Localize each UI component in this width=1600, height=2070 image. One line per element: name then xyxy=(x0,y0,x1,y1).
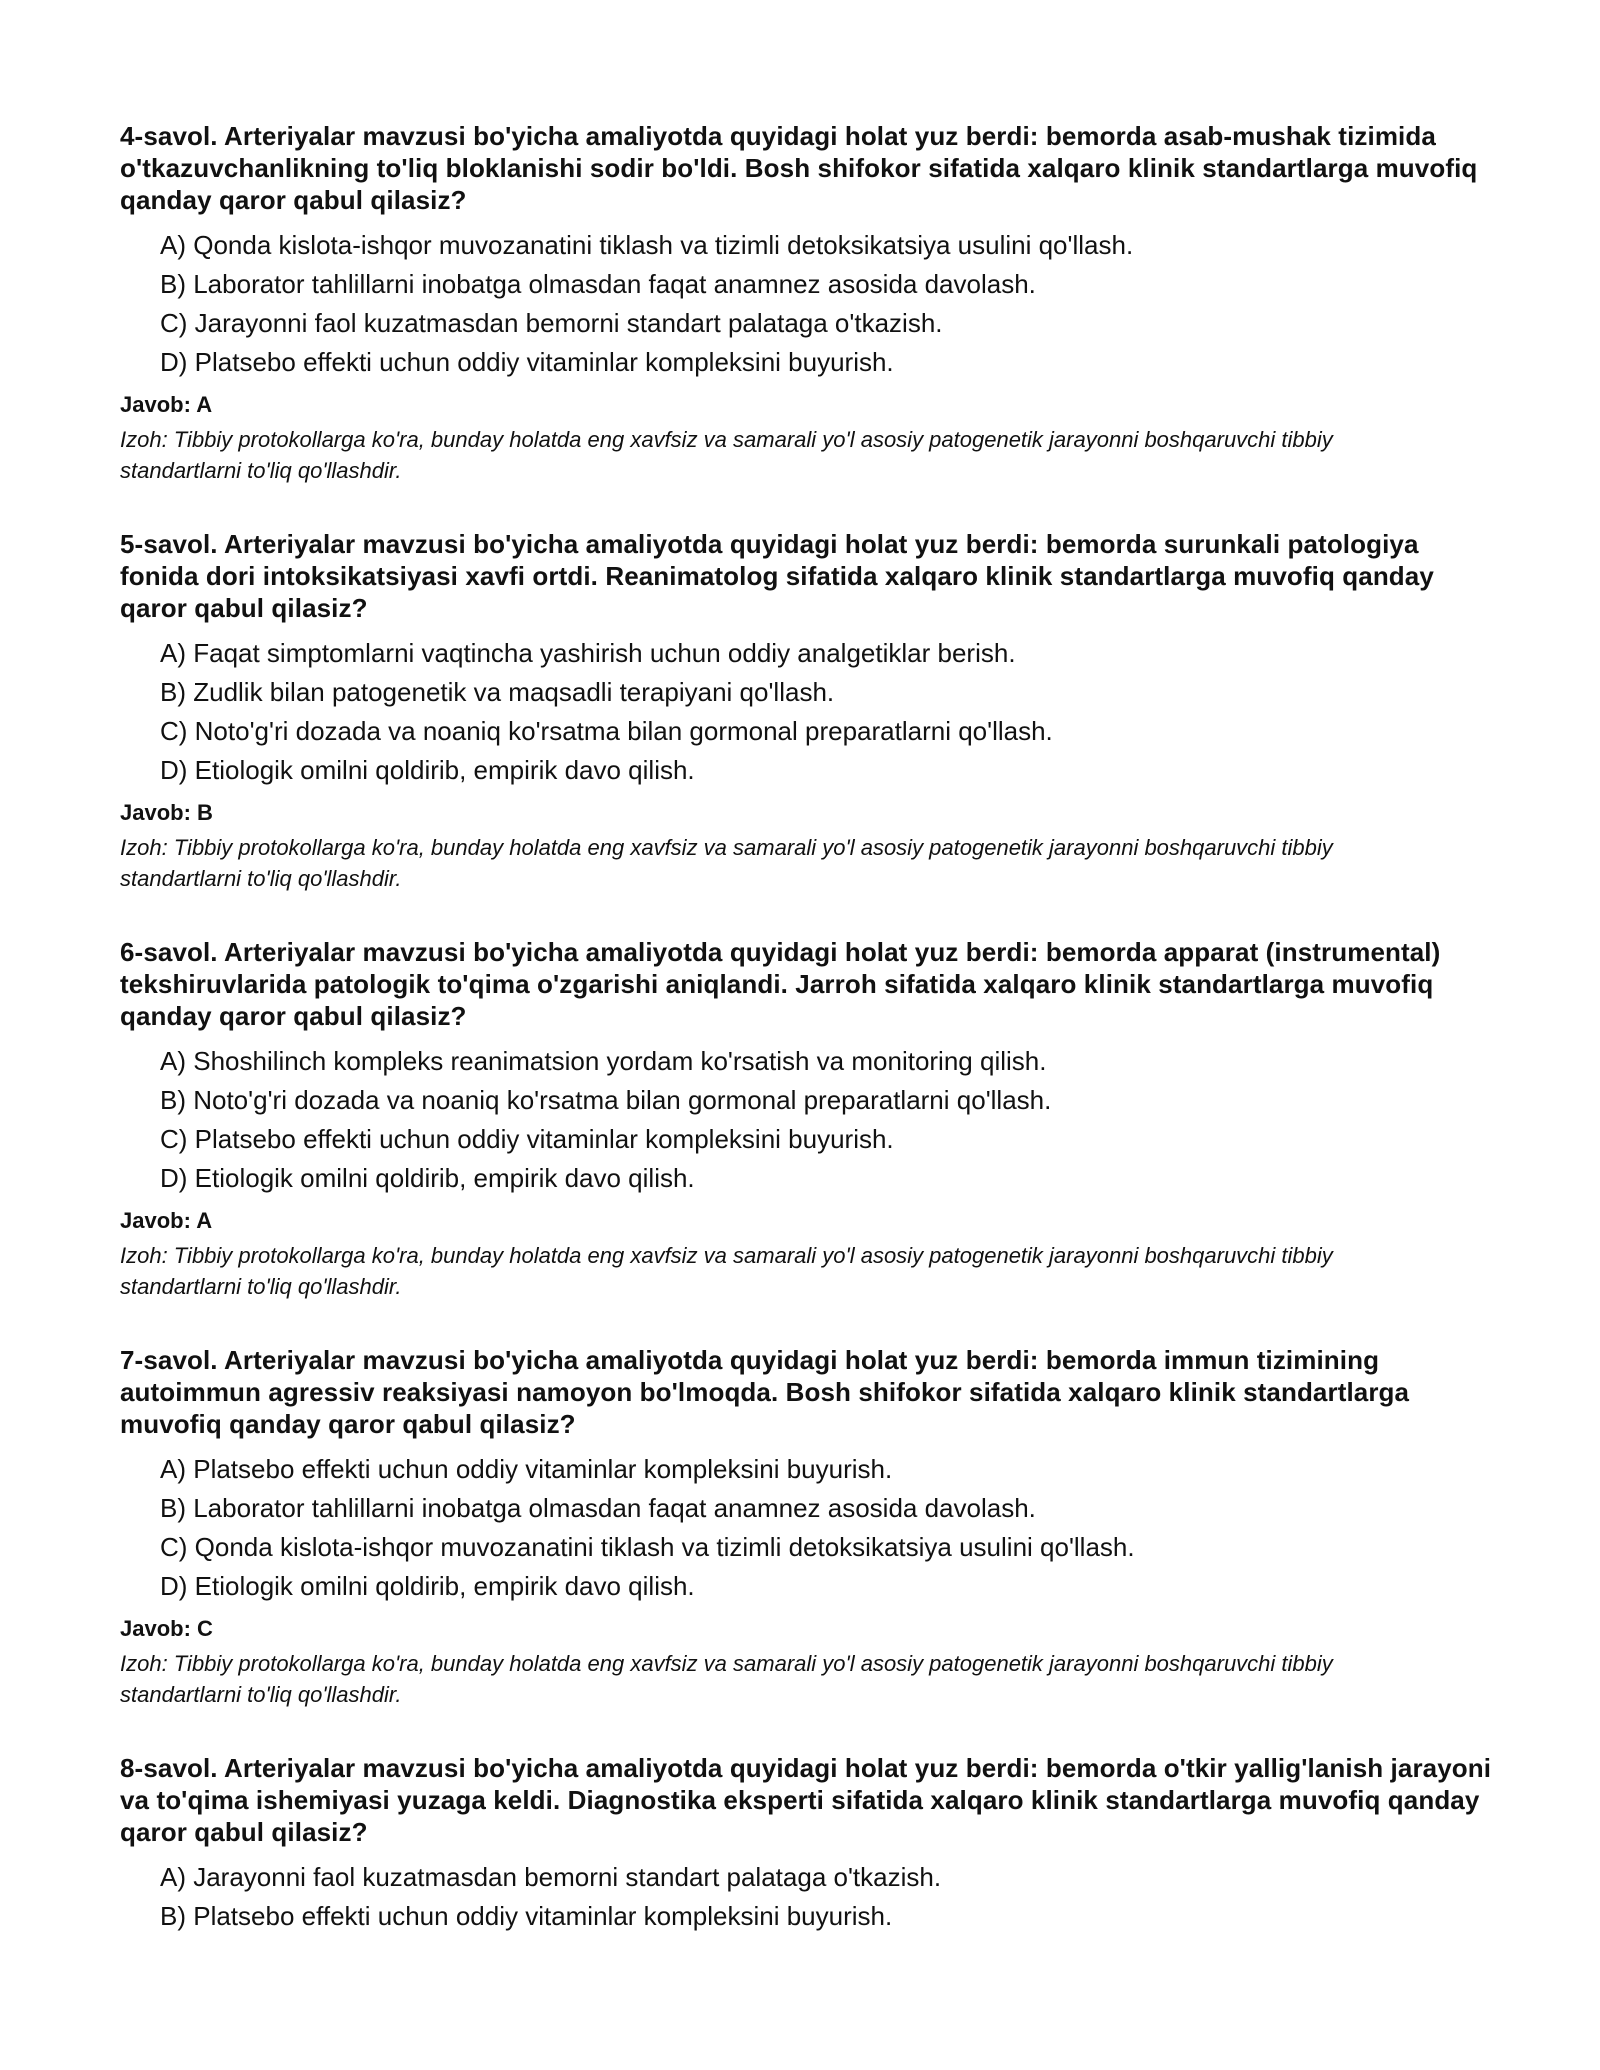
option-d: D) Etiologik omilni qoldirib, empirik davo qilish. xyxy=(160,755,695,785)
option-c: C) Qonda kislota-ishqor muvozanatini tiklash va tizimli detoksikatsiya usulini qo'llash. xyxy=(160,1532,1135,1562)
question-7 xyxy=(120,1344,1500,1710)
option-c: C) Noto'g'ri dozada va noaniq ko'rsatma bilan gormonal preparatlarni qo'llash. xyxy=(160,716,1053,746)
option-a: A) Faqat simptomlarni vaqtincha yashirish uchun oddiy analgetiklar berish. xyxy=(160,638,1016,668)
answer-label: Javob: B xyxy=(120,800,213,825)
option-b: B) Laborator tahlillarni inobatga olmasdan faqat anamnez asosida davolash. xyxy=(160,269,1036,299)
option-c: C) Jarayonni faol kuzatmasdan bemorni standart palataga o'tkazish. xyxy=(160,308,943,338)
explanation-note: Izoh: Tibbiy protokollarga ko'ra, bunday holatda eng xavfsiz va samarali yo'l asosiy patogenetik jarayonni boshqaruvchi tibbiy standartlarni to'liq qo'llashdir. xyxy=(120,1651,1333,1707)
option-b: B) Platsebo effekti uchun oddiy vitaminlar kompleksini buyurish. xyxy=(160,1901,893,1931)
option-b: B) Laborator tahlillarni inobatga olmasdan faqat anamnez asosida davolash. xyxy=(160,1493,1036,1523)
answer-label: Javob: A xyxy=(120,1208,213,1233)
question-text: 6-savol. Arteriyalar mavzusi bo'yicha amaliyotda quyidagi holat yuz berdi: bemorda apparat (instrumental) tekshiruvlarida patologik to'qima o'zgarishi aniqlandi. Jarroh sifatida xalqaro klinik standartlarga muvofiq qanday qaror qabul qilasiz? xyxy=(120,937,1441,1031)
option-a: A) Jarayonni faol kuzatmasdan bemorni standart palataga o'tkazish. xyxy=(160,1862,942,1892)
option-d: D) Etiologik omilni qoldirib, empirik davo qilish. xyxy=(160,1163,695,1193)
option-c: C) Platsebo effekti uchun oddiy vitaminlar kompleksini buyurish. xyxy=(160,1124,894,1154)
options-list xyxy=(120,1858,1500,1936)
option-a: A) Qonda kislota-ishqor muvozanatini tiklash va tizimli detoksikatsiya usulini qo'llash. xyxy=(160,230,1134,260)
option-b: B) Zudlik bilan patogenetik va maqsadli terapiyani qo'llash. xyxy=(160,677,835,707)
options-list xyxy=(120,1042,1500,1198)
explanation-note: Izoh: Tibbiy protokollarga ko'ra, bunday holatda eng xavfsiz va samarali yo'l asosiy patogenetik jarayonni boshqaruvchi tibbiy standartlarni to'liq qo'llashdir. xyxy=(120,1243,1333,1299)
question-text: 8-savol. Arteriyalar mavzusi bo'yicha amaliyotda quyidagi holat yuz berdi: bemorda o'tkir yallig'lanish jarayoni va to'qima ishemiyasi yuzaga keldi. Diagnostika eksperti sifatida xalqaro klinik standartlarga muvofiq qanday qaror qabul qilasiz? xyxy=(120,1753,1492,1847)
options-list xyxy=(120,1450,1500,1606)
document-page xyxy=(120,120,1500,1978)
option-b: B) Noto'g'ri dozada va noaniq ko'rsatma bilan gormonal preparatlarni qo'llash. xyxy=(160,1085,1052,1115)
question-text: 5-savol. Arteriyalar mavzusi bo'yicha amaliyotda quyidagi holat yuz berdi: bemorda surunkali patologiya fonida dori intoksikatsiyasi xavfi ortdi. Reanimatolog sifatida xalqaro klinik standartlarga muvofiq qanday qaror qabul qilasiz? xyxy=(120,529,1434,623)
answer-label: Javob: A xyxy=(120,392,213,417)
question-8 xyxy=(120,1752,1500,1936)
question-text: 4-savol. Arteriyalar mavzusi bo'yicha amaliyotda quyidagi holat yuz berdi: bemorda asab-mushak tizimida o'tkazuvchanlikning to'liq bloklanishi sodir bo'ldi. Bosh shifokor sifatida xalqaro klinik standartlarga muvofiq qanday qaror qabul qilasiz? xyxy=(120,121,1478,215)
question-text: 7-savol. Arteriyalar mavzusi bo'yicha amaliyotda quyidagi holat yuz berdi: bemorda immun tizimining autoimmun agressiv reaksiyasi namoyon bo'lmoqda. Bosh shifokor sifatida xalqaro klinik standartlarga muvofiq qanday qaror qabul qilasiz? xyxy=(120,1345,1410,1439)
question-6 xyxy=(120,936,1500,1302)
question-5 xyxy=(120,528,1500,894)
explanation-note: Izoh: Tibbiy protokollarga ko'ra, bunday holatda eng xavfsiz va samarali yo'l asosiy patogenetik jarayonni boshqaruvchi tibbiy standartlarni to'liq qo'llashdir. xyxy=(120,427,1333,483)
option-d: D) Platsebo effekti uchun oddiy vitaminlar kompleksini buyurish. xyxy=(160,347,894,377)
option-a: A) Platsebo effekti uchun oddiy vitaminlar kompleksini buyurish. xyxy=(160,1454,893,1484)
question-4 xyxy=(120,120,1500,486)
option-d: D) Etiologik omilni qoldirib, empirik davo qilish. xyxy=(160,1571,695,1601)
option-a: A) Shoshilinch kompleks reanimatsion yordam ko'rsatish va monitoring qilish. xyxy=(160,1046,1047,1076)
explanation-note: Izoh: Tibbiy protokollarga ko'ra, bunday holatda eng xavfsiz va samarali yo'l asosiy patogenetik jarayonni boshqaruvchi tibbiy standartlarni to'liq qo'llashdir. xyxy=(120,835,1333,891)
options-list xyxy=(120,634,1500,790)
options-list xyxy=(120,226,1500,382)
answer-label: Javob: C xyxy=(120,1616,213,1641)
